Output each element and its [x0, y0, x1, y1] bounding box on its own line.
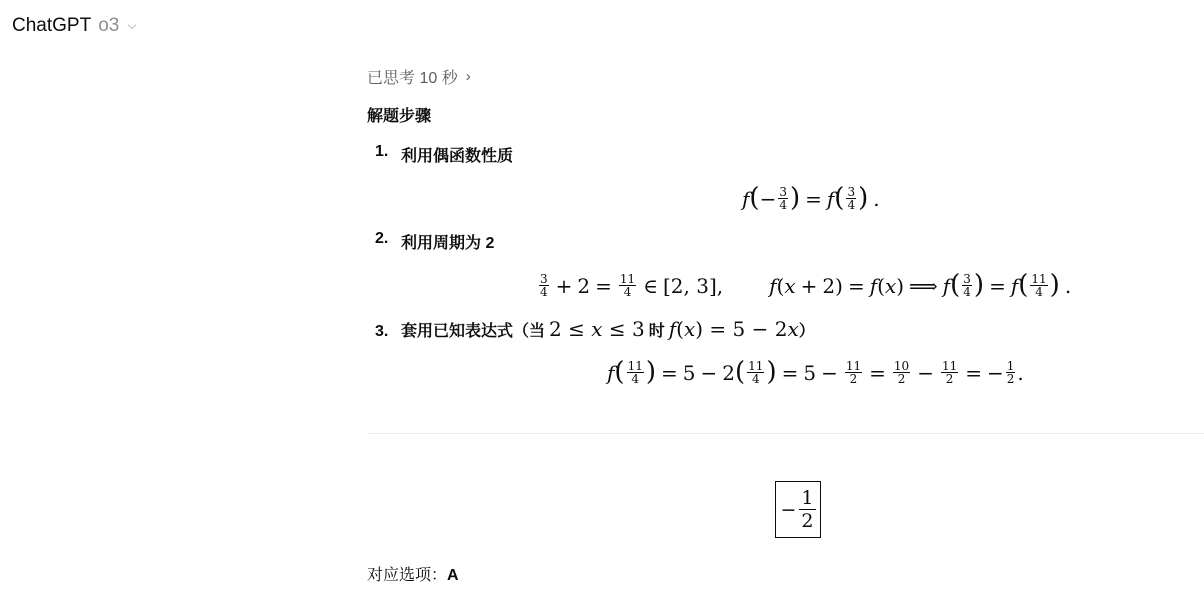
answer-line	[367, 562, 459, 585]
step-title-prefix: 套用已知表达式（当	[401, 323, 546, 340]
math-token: =	[781, 360, 799, 385]
fraction	[962, 273, 972, 298]
math-token: −	[987, 360, 1004, 385]
chevron-right-icon: ›	[465, 68, 471, 85]
fraction	[846, 186, 856, 211]
math-token: )	[858, 182, 869, 213]
math-token: x	[591, 317, 603, 341]
math-token: )	[789, 182, 801, 213]
math-token: (	[877, 273, 885, 298]
fraction	[627, 360, 644, 385]
math-token: ≤	[608, 317, 626, 341]
fraction	[845, 360, 862, 385]
equation-3	[607, 356, 1024, 387]
step-3	[375, 317, 815, 341]
math-token: −	[917, 360, 934, 385]
math-token: 4	[751, 372, 760, 386]
math-token: 2	[897, 372, 906, 386]
math-token: 2	[722, 360, 735, 385]
math-token: 1	[1006, 359, 1015, 373]
math-token: ≤	[568, 317, 585, 341]
fraction	[1006, 360, 1016, 385]
step-number: 2.	[375, 230, 389, 247]
math-token: =	[989, 273, 1006, 298]
math-token: +	[555, 273, 573, 298]
math-token: −	[751, 317, 769, 341]
math-token: )	[1049, 269, 1060, 300]
math-token: 3	[540, 272, 548, 286]
math-token: x	[787, 317, 799, 341]
math-token: −	[821, 360, 838, 385]
math-token: f	[869, 273, 878, 298]
math-token: 5	[732, 317, 746, 341]
equation-1	[742, 182, 880, 213]
section-title: 解题步骤	[367, 108, 432, 125]
math-token: =	[661, 360, 678, 385]
step-title: 利用周期为 2	[401, 235, 495, 252]
math-token: 4	[540, 285, 548, 299]
fraction	[941, 360, 958, 385]
math-token: 11	[619, 272, 636, 286]
math-token: 4	[847, 198, 856, 212]
fraction	[778, 186, 788, 211]
math-token: 11	[1031, 272, 1047, 286]
fraction	[539, 273, 549, 298]
math-token: ,	[716, 273, 724, 298]
answer-label: 对应选项：	[367, 567, 448, 584]
math-token: x	[884, 273, 897, 298]
math-token: 3	[632, 317, 645, 341]
math-token: (	[950, 269, 961, 300]
math-token: 2	[774, 317, 788, 341]
math-token: ∈	[643, 273, 658, 298]
app-title: ChatGPT	[12, 15, 92, 36]
step-2	[375, 230, 494, 253]
model-label: o3	[98, 15, 120, 36]
math-token: ⟹	[909, 273, 938, 298]
math-token: )	[766, 356, 777, 387]
math-token: .	[1064, 273, 1072, 298]
math-token: +	[800, 273, 818, 298]
math-token: 1	[801, 487, 814, 509]
math-token: (	[1018, 269, 1029, 300]
math-token: 2	[577, 273, 591, 298]
math-token: 11	[845, 359, 862, 373]
step-number: 3.	[375, 323, 389, 340]
math-token: 4	[623, 285, 632, 299]
math-token: x	[683, 317, 696, 341]
math-token: (	[614, 356, 625, 387]
math-token: 2	[1006, 372, 1015, 386]
math-token: [2, 3]	[663, 273, 717, 298]
math-token: 4	[779, 198, 787, 212]
step-title: 利用偶函数性质	[401, 148, 514, 165]
thought-label: 已思考 10 秒	[367, 70, 458, 87]
divider	[367, 433, 1204, 434]
step-formula: f(x) = 5 − 2x	[668, 317, 799, 341]
chevron-down-icon: ⌵	[127, 17, 137, 32]
math-token: )	[896, 273, 905, 298]
math-token: )	[973, 269, 985, 300]
math-token: 3	[963, 272, 971, 286]
result-sign: −	[780, 498, 797, 521]
result-fraction	[799, 487, 815, 532]
step-number: 1.	[375, 143, 389, 160]
math-token: =	[869, 360, 886, 385]
math-token: =	[709, 317, 727, 341]
math-token: (	[776, 273, 785, 298]
math-token: =	[965, 360, 982, 385]
fraction	[619, 273, 636, 298]
math-token: 5	[803, 360, 817, 385]
equation-2	[537, 269, 1072, 300]
math-token: f	[607, 360, 615, 385]
model-selector[interactable]	[91, 15, 136, 37]
math-token: 3	[847, 185, 856, 199]
math-symbol: .	[873, 186, 880, 211]
math-token: (	[749, 182, 760, 213]
math-token: 2	[549, 317, 562, 341]
math-token: 11	[941, 359, 958, 373]
math-token: 4	[963, 285, 971, 299]
fraction	[1030, 273, 1047, 298]
math-token: 10	[893, 359, 910, 373]
math-token: 2	[822, 273, 836, 298]
math-token: f	[942, 273, 951, 298]
math-token: 3	[779, 185, 787, 199]
math-token: 2	[801, 510, 814, 532]
math-token: f	[1010, 273, 1019, 298]
math-token: x	[784, 273, 796, 298]
fraction	[747, 360, 764, 385]
thought-toggle[interactable]	[367, 65, 471, 88]
math-token: 11	[627, 359, 643, 373]
math-token: 4	[1035, 285, 1043, 299]
math-token: 5	[682, 360, 696, 385]
math-symbol: =	[805, 186, 822, 211]
math-token: .	[1017, 360, 1024, 385]
boxed-result	[775, 481, 821, 538]
math-token: (	[834, 182, 845, 213]
math-token: 2	[945, 372, 954, 386]
math-token: 11	[748, 359, 764, 373]
math-symbol: f	[742, 186, 750, 211]
step-title-mid: 时	[648, 323, 665, 340]
math-token: =	[847, 273, 865, 298]
math-token: )	[835, 273, 843, 298]
answer-option: A	[447, 567, 459, 584]
assistant-message	[367, 0, 1204, 597]
math-symbol: f	[826, 186, 835, 211]
math-token: )	[645, 356, 656, 387]
step-title-suffix: ）	[798, 323, 815, 340]
math-token: 4	[631, 372, 640, 386]
step-1	[375, 143, 513, 166]
fraction	[893, 360, 910, 385]
math-symbol: −	[759, 186, 777, 211]
math-token: −	[700, 360, 718, 385]
math-token: 2	[849, 372, 858, 386]
math-token: =	[595, 273, 612, 298]
step-condition	[549, 317, 645, 341]
math-token: f	[668, 317, 677, 341]
math-token: f	[769, 273, 777, 298]
math-token: (	[735, 356, 746, 387]
header	[12, 15, 136, 37]
